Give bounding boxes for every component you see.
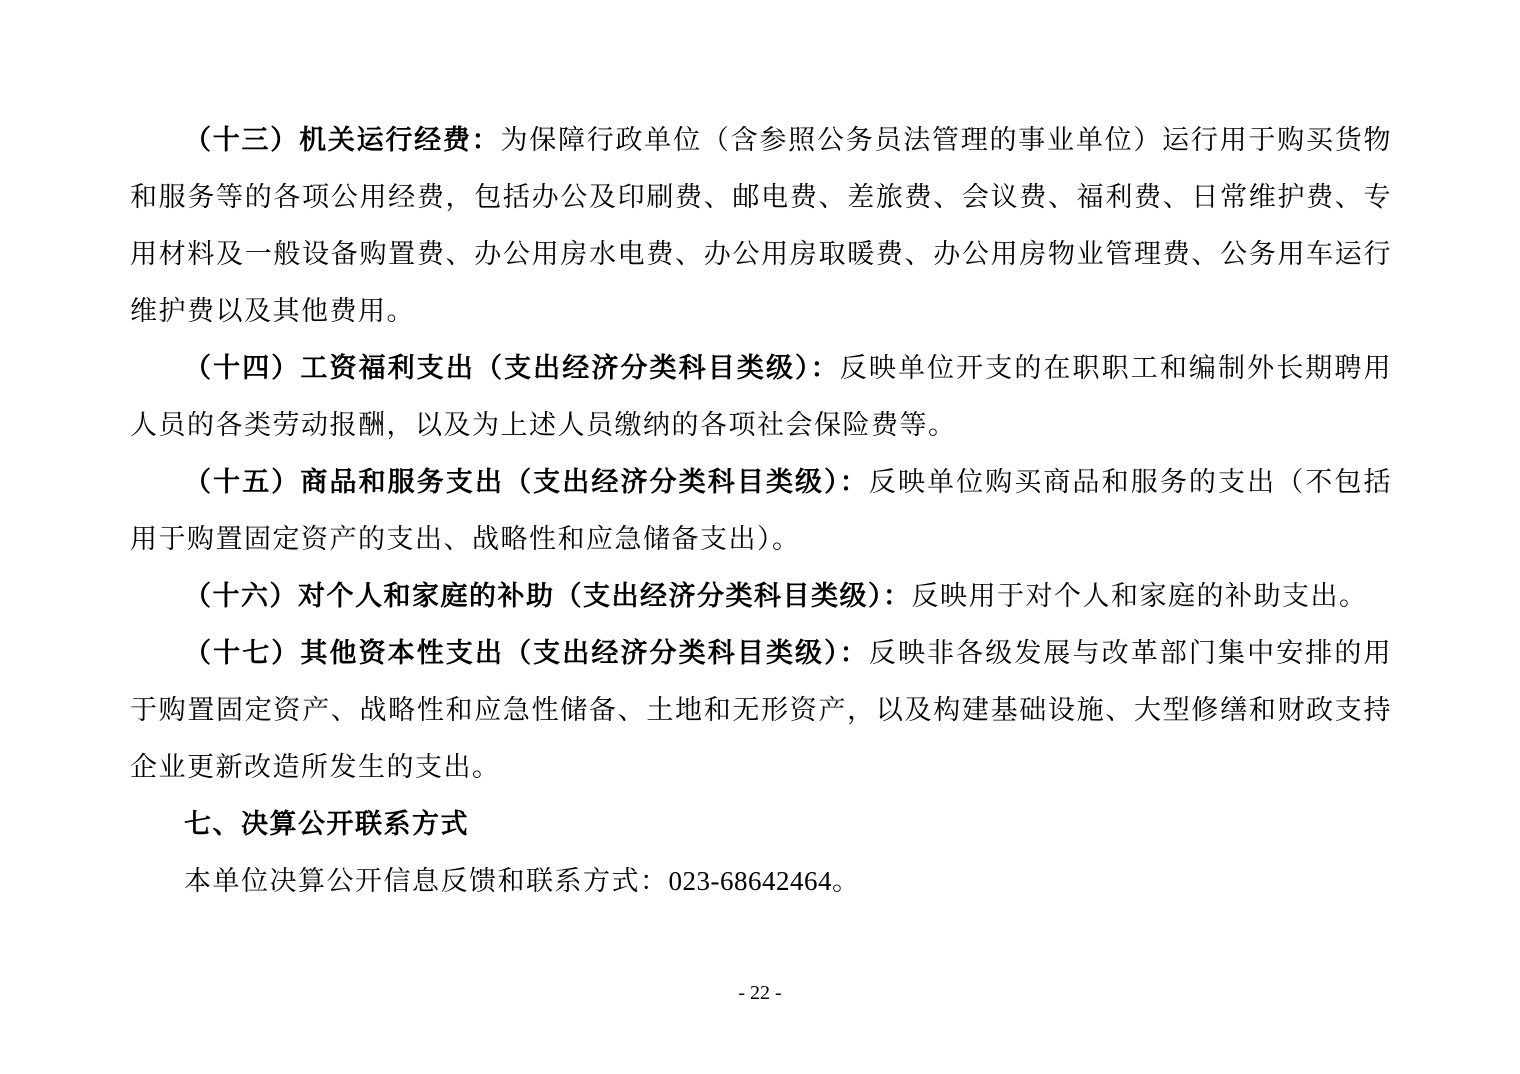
paragraph-16-lead: （十六）对个人和家庭的补助（支出经济分类科目类级）： <box>184 581 912 612</box>
contact-phone: 023-68642464 <box>668 866 832 896</box>
paragraph-16-body: 反映用于对个人和家庭的补助支出。 <box>911 581 1368 612</box>
paragraph-14 <box>130 340 1392 454</box>
section-heading: 七、决算公开联系方式 <box>184 809 469 840</box>
paragraph-13 <box>130 112 1392 340</box>
contact-trail: 。 <box>832 866 861 897</box>
paragraph-15-lead: （十五）商品和服务支出（支出经济分类科目类级）： <box>184 467 869 498</box>
paragraph-15 <box>130 454 1392 568</box>
paragraph-17 <box>130 625 1392 796</box>
paragraph-15-body: 反映单位购买商品和服务的支出（不包括用于购置固定资产的支出、战略性和应急储备支出）。 <box>130 467 1393 555</box>
paragraph-14-body: 反映单位开支的在职职工和编制外长期聘用人员的各类劳动报酬，以及为上述人员缴纳的各项社会保险费等。 <box>130 353 1393 441</box>
paragraph-13-lead: （十三）机关运行经费： <box>184 125 501 156</box>
paragraph-14-lead: （十四）工资福利支出（支出经济分类科目类级）： <box>184 353 840 384</box>
paragraph-17-body: 反映非各级发展与改革部门集中安排的用于购置固定资产、战略性和应急性储备、土地和无形资产，以及构建基础设施、大型修缮和财政支持企业更新改造所发生的支出。 <box>130 638 1393 783</box>
contact-line <box>130 853 1392 910</box>
paragraph-17-lead: （十七）其他资本性支出（支出经济分类科目类级）： <box>184 638 869 669</box>
contact-text: 本单位决算公开信息反馈和联系方式： <box>184 866 669 897</box>
paragraph-13-body: 为保障行政单位（含参照公务员法管理的事业单位）运行用于购买货物和服务等的各项公用经费，包括办公及印刷费、邮电费、差旅费、会议费、福利费、日常维护费、专用材料及一般设备购置费、办公用房水电费、办公用房取暖费、办公用房物业管理费、公务用车运行维护费以及其他费用。 <box>130 125 1393 327</box>
document-body <box>130 112 1392 910</box>
page-number: - 22 - <box>738 982 782 1004</box>
paragraph-16 <box>130 568 1392 625</box>
